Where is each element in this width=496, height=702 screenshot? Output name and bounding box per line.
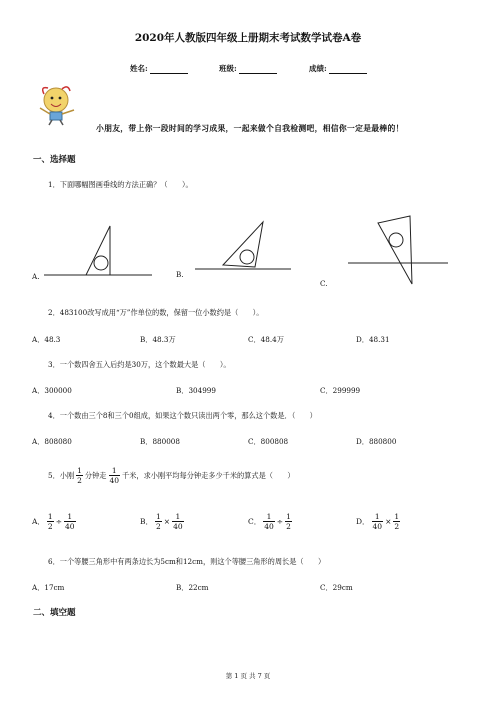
page-title: 2020年人教版四年级上册期末考试数学试卷A卷 <box>134 32 362 44</box>
q4-option-c[interactable]: C．800808 <box>248 437 289 446</box>
question-1: 1．下面哪幅图画垂线的方法正确？（ ）。 <box>48 180 193 189</box>
frac-num: 1 <box>266 512 272 521</box>
frac-num: 1 <box>394 512 400 521</box>
question-5 <box>48 466 295 485</box>
frac-den: 2 <box>77 476 82 485</box>
q2-option-b[interactable]: B．48.3万 <box>140 335 176 344</box>
option-letter: C． <box>248 517 262 526</box>
q2-option-c[interactable]: C．48.4万 <box>248 335 284 344</box>
frac-num: 1 <box>286 512 291 521</box>
frac-den: 2 <box>156 522 161 531</box>
divide-operator: ÷ <box>55 517 62 526</box>
frac-den: 40 <box>264 522 274 531</box>
frac-den: 2 <box>394 522 400 531</box>
q4-option-a[interactable]: A．808080 <box>32 437 72 446</box>
q3-option-b[interactable]: B．304999 <box>176 386 216 395</box>
fraction <box>263 512 275 531</box>
q5-mid: 分钟走 <box>84 470 107 480</box>
frac-num: 1 <box>77 466 82 475</box>
fraction <box>172 512 184 531</box>
question-2: 2．483100改写成用“万”作单位的数，保留一位小数约是（ ）。 <box>48 308 264 317</box>
score-field[interactable] <box>309 63 367 74</box>
frac-den: 40 <box>109 476 120 485</box>
frac-num: 1 <box>111 466 117 475</box>
q5-option-c[interactable] <box>248 512 292 531</box>
frac-den: 40 <box>372 522 383 531</box>
name-label: 姓名: <box>130 64 148 73</box>
frac-den: 40 <box>173 522 183 531</box>
q5-option-d[interactable] <box>356 512 400 531</box>
q5-fraction-fortieth <box>109 466 121 485</box>
q5-fraction-half <box>76 466 83 485</box>
question-6: 6．一个等腰三角形中有两条边长为5cm和12cm，则这个等腰三角形的周长是（ ） <box>48 557 326 566</box>
q3-option-a[interactable]: A．300000 <box>32 386 72 395</box>
frac-den: 40 <box>65 522 75 531</box>
page-footer: 第 1 页 共 7 页 <box>225 672 271 680</box>
option-letter: D． <box>356 517 370 526</box>
divide-operator: ÷ <box>276 517 284 526</box>
section-heading-fill: 二、填空题 <box>33 608 76 618</box>
q1-figure-c <box>346 214 450 286</box>
q5-option-a[interactable] <box>32 512 76 531</box>
option-letter: B． <box>140 517 154 526</box>
fraction <box>285 512 292 531</box>
q1-figure-a <box>42 222 154 280</box>
multiply-operator: × <box>163 517 171 526</box>
q6-option-b[interactable]: B．22cm <box>176 583 209 592</box>
q1-option-c[interactable]: C. <box>320 279 328 288</box>
frac-num: 1 <box>156 512 161 521</box>
frac-num: 1 <box>175 512 181 521</box>
class-label: 班级: <box>219 64 237 73</box>
fraction <box>393 512 400 531</box>
class-blank[interactable] <box>239 65 277 74</box>
q6-option-a[interactable]: A．17cm <box>32 583 65 592</box>
q6-option-c[interactable]: C．29cm <box>320 583 353 592</box>
fraction <box>47 512 54 531</box>
q5-prefix: 5．小刚 <box>48 470 75 480</box>
score-label: 成绩: <box>309 64 327 73</box>
name-field[interactable] <box>130 63 188 74</box>
q1-option-a[interactable]: A. <box>32 272 40 281</box>
q1-option-b[interactable]: B. <box>176 270 184 279</box>
q3-option-c[interactable]: C．299999 <box>320 386 361 395</box>
section-heading-choice: 一、选择题 <box>33 155 76 165</box>
fraction <box>155 512 162 531</box>
fraction <box>372 512 384 531</box>
name-blank[interactable] <box>150 65 188 74</box>
question-3: 3．一个数四舍五入后约是30万，这个数最大是（ ）。 <box>48 360 231 369</box>
frac-num: 1 <box>47 512 53 521</box>
q4-option-d[interactable]: D．880800 <box>356 437 397 446</box>
q2-option-a[interactable]: A．48.3 <box>32 335 61 344</box>
class-field[interactable] <box>219 63 277 74</box>
cartoon-kid-illustration <box>32 82 82 126</box>
q1-figure-b <box>193 219 293 275</box>
question-4: 4．一个数由三个8和三个0组成，如果这个数只读出两个零，那么这个数是．（ ） <box>48 411 317 420</box>
score-blank[interactable] <box>329 65 367 74</box>
q5-option-b[interactable] <box>140 512 184 531</box>
fraction <box>64 512 76 531</box>
frac-den: 2 <box>47 522 53 531</box>
frac-den: 2 <box>286 522 291 531</box>
frac-num: 1 <box>67 512 73 521</box>
multiply-operator: × <box>385 517 392 526</box>
q5-suffix: 千米，求小刚平均每分钟走多少千米的算式是（ ） <box>122 470 295 480</box>
frac-num: 1 <box>374 512 380 521</box>
greeting-text: 小朋友，带上你一段时间的学习成果，一起来做个自我检测吧，相信你一定是最棒的！ <box>96 124 404 133</box>
q4-option-b[interactable]: B．880008 <box>140 437 180 446</box>
option-letter: A． <box>32 517 45 526</box>
q2-option-d[interactable]: D．48.31 <box>356 335 390 344</box>
